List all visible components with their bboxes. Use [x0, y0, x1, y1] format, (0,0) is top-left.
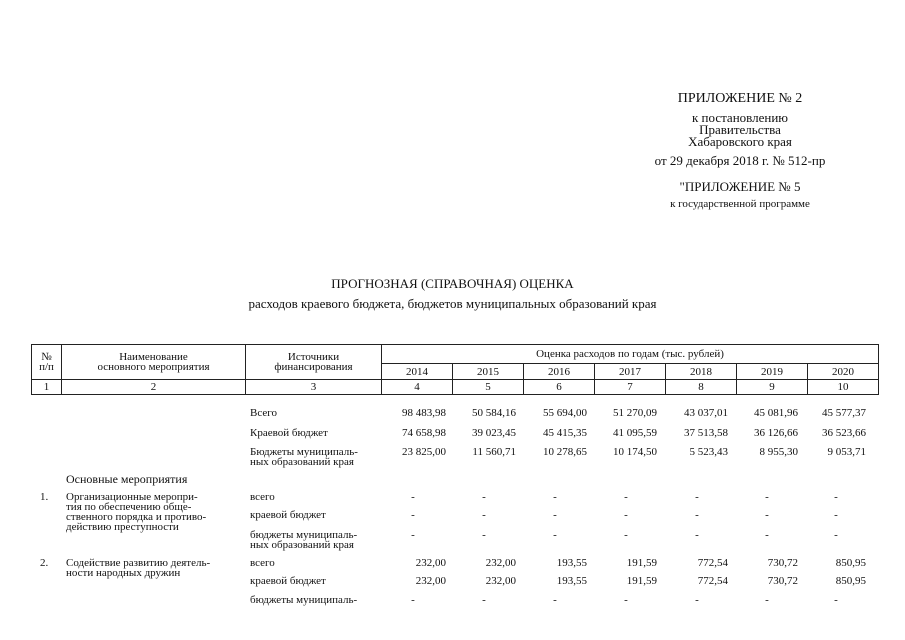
item2-name-line-1: Содействие развитию деятель- — [66, 557, 211, 569]
item1-regional-dash-7: - — [834, 509, 838, 521]
item2-muni-dash-6: - — [765, 594, 769, 606]
totals-regional-value-3: 45 415,35 — [543, 427, 587, 439]
item2-all-value-6: 730,72 — [767, 557, 798, 569]
item2-muni-dash-3: - — [553, 594, 557, 606]
item2-regional-value-1: 232,00 — [415, 575, 446, 587]
totals-regional-value-1: 74 658,98 — [402, 427, 446, 439]
col-source-label-2: финансирования — [274, 361, 353, 373]
totals-all-value-2: 50 584,16 — [472, 407, 516, 419]
item1-muni-dash-3: - — [553, 529, 557, 541]
year-2020: 2020 — [808, 364, 879, 380]
item2-regional-value-4: 191,59 — [626, 575, 657, 587]
totals-source-muni-2: ных образований края — [250, 456, 354, 468]
totals-muni-value-6: 8 955,30 — [759, 446, 798, 458]
appendix-line-1: к постановлению — [691, 110, 789, 125]
totals-muni-value-5: 5 523,43 — [689, 446, 728, 458]
item1-all-dash-4: - — [624, 491, 628, 503]
col-num-label-1: № — [41, 351, 52, 363]
col-num-header — [32, 345, 62, 380]
index-9: 9 — [737, 380, 808, 395]
appendix-sub-title: "ПРИЛОЖЕНИЕ № 5 — [679, 179, 801, 194]
item1-all-dash-6: - — [765, 491, 769, 503]
item2-all-value-7: 850,95 — [835, 557, 866, 569]
item1-all-dash-5: - — [695, 491, 699, 503]
item2-all-value-3: 193,55 — [556, 557, 587, 569]
totals-all-value-5: 43 037,01 — [684, 407, 728, 419]
item2-all-value-1: 232,00 — [415, 557, 446, 569]
section-label: Основные мероприятия — [66, 472, 188, 486]
item2-all-value-2: 232,00 — [485, 557, 516, 569]
totals-all-value-3: 55 694,00 — [543, 407, 587, 419]
item2-name-line-2: ности народных дружин — [66, 567, 181, 579]
item1-all-dash-2: - — [482, 491, 486, 503]
appendix-line-3: Хабаровского края — [688, 134, 792, 149]
totals-all-value-7: 45 577,37 — [822, 407, 866, 419]
totals-regional-value-6: 36 126,66 — [754, 427, 798, 439]
item2-regional-value-2: 232,00 — [485, 575, 516, 587]
appendix-line-4: от 29 декабря 2018 г. № 512-пр — [654, 153, 826, 168]
item1-regional-dash-4: - — [624, 509, 628, 521]
totals-muni-value-4: 10 174,50 — [613, 446, 657, 458]
item1-name-line-2: тия по обеспечению обще- — [66, 501, 192, 513]
page-title: ПРОГНОЗНАЯ (СПРАВОЧНАЯ) ОЦЕНКА — [331, 276, 574, 291]
totals-muni-value-2: 11 560,71 — [472, 446, 516, 458]
item1-regional-dash-3: - — [553, 509, 557, 521]
appendix-sub-line: к государственной программе — [670, 198, 810, 210]
col-estimate-header: Оценка расходов по годам (тыс. рублей) — [382, 345, 879, 364]
item2-source-regional: краевой бюджет — [250, 575, 326, 587]
totals-source-muni-1: Бюджеты муниципаль- — [250, 446, 358, 458]
index-6: 6 — [524, 380, 595, 395]
totals-regional-value-2: 39 023,45 — [472, 427, 516, 439]
year-2019: 2019 — [737, 364, 808, 380]
item1-source-regional: краевой бюджет — [250, 509, 326, 521]
item1-name-line-3: ственного порядка и противо- — [66, 511, 207, 523]
appendix-title: ПРИЛОЖЕНИЕ № 2 — [677, 91, 803, 106]
item1-muni-dash-7: - — [834, 529, 838, 541]
year-2018: 2018 — [666, 364, 737, 380]
item2-muni-dash-4: - — [624, 594, 628, 606]
item2-source-all: всего — [250, 557, 275, 569]
totals-muni-value-7: 9 053,71 — [827, 446, 866, 458]
item1-source-muni-1: бюджеты муниципаль- — [250, 529, 358, 541]
item2-muni-dash-5: - — [695, 594, 699, 606]
totals-regional-value-4: 41 095,59 — [613, 427, 657, 439]
year-2017: 2017 — [595, 364, 666, 380]
index-5: 5 — [453, 380, 524, 395]
totals-regional-value-5: 37 513,58 — [684, 427, 728, 439]
item1-name-line-1: Организационные меропри- — [66, 491, 198, 503]
totals-muni-value-3: 10 278,65 — [543, 446, 587, 458]
item1-muni-dash-5: - — [695, 529, 699, 541]
item1-name-line-4: действию преступности — [66, 521, 179, 533]
header-table — [31, 344, 879, 395]
item2-muni-dash-2: - — [482, 594, 486, 606]
item1-regional-dash-1: - — [411, 509, 415, 521]
col-name-header — [62, 345, 246, 380]
totals-muni-value-1: 23 825,00 — [402, 446, 446, 458]
item1-all-dash-3: - — [553, 491, 557, 503]
item1-regional-dash-2: - — [482, 509, 486, 521]
col-name-label-2: основного мероприятия — [97, 361, 210, 373]
index-7: 7 — [595, 380, 666, 395]
page-subtitle: расходов краевого бюджета, бюджетов муниципальных образований края — [248, 296, 657, 311]
index-3: 3 — [246, 380, 382, 395]
item2-regional-value-6: 730,72 — [767, 575, 798, 587]
index-1: 1 — [32, 380, 62, 395]
item1-regional-dash-6: - — [765, 509, 769, 521]
item2-number: 2. — [40, 557, 49, 569]
item2-regional-value-5: 772,54 — [697, 575, 728, 587]
item2-regional-value-3: 193,55 — [556, 575, 587, 587]
col-name-label-1: Наименование — [119, 351, 188, 363]
col-num-label-2: п/п — [39, 361, 54, 373]
item1-regional-dash-5: - — [695, 509, 699, 521]
item2-source-muni-1: бюджеты муниципаль- — [250, 594, 358, 606]
item2-all-value-4: 191,59 — [626, 557, 657, 569]
year-2015: 2015 — [453, 364, 524, 380]
item1-muni-dash-1: - — [411, 529, 415, 541]
col-source-label-1: Источники — [287, 351, 340, 363]
item2-muni-dash-1: - — [411, 594, 415, 606]
item1-muni-dash-6: - — [765, 529, 769, 541]
totals-all-value-6: 45 081,96 — [754, 407, 798, 419]
item2-muni-dash-7: - — [834, 594, 838, 606]
year-2016: 2016 — [524, 364, 595, 380]
item1-muni-dash-2: - — [482, 529, 486, 541]
totals-source-all: Всего — [250, 407, 277, 419]
item1-all-dash-7: - — [834, 491, 838, 503]
item1-source-muni-2: ных образований края — [250, 539, 354, 551]
index-10: 10 — [808, 380, 879, 395]
year-2014: 2014 — [382, 364, 453, 380]
totals-all-value-4: 51 270,09 — [613, 407, 657, 419]
totals-source-regional: Краевой бюджет — [250, 427, 328, 439]
col-source-header — [246, 345, 382, 380]
item2-all-value-5: 772,54 — [697, 557, 728, 569]
index-8: 8 — [666, 380, 737, 395]
item1-all-dash-1: - — [411, 491, 415, 503]
item1-number: 1. — [40, 491, 49, 503]
item1-muni-dash-4: - — [624, 529, 628, 541]
index-4: 4 — [382, 380, 453, 395]
appendix-line-2: Правительства — [699, 122, 781, 137]
item1-source-all: всего — [250, 491, 275, 503]
totals-regional-value-7: 36 523,66 — [822, 427, 866, 439]
item2-regional-value-7: 850,95 — [835, 575, 866, 587]
index-2: 2 — [62, 380, 246, 395]
totals-all-value-1: 98 483,98 — [402, 407, 446, 419]
